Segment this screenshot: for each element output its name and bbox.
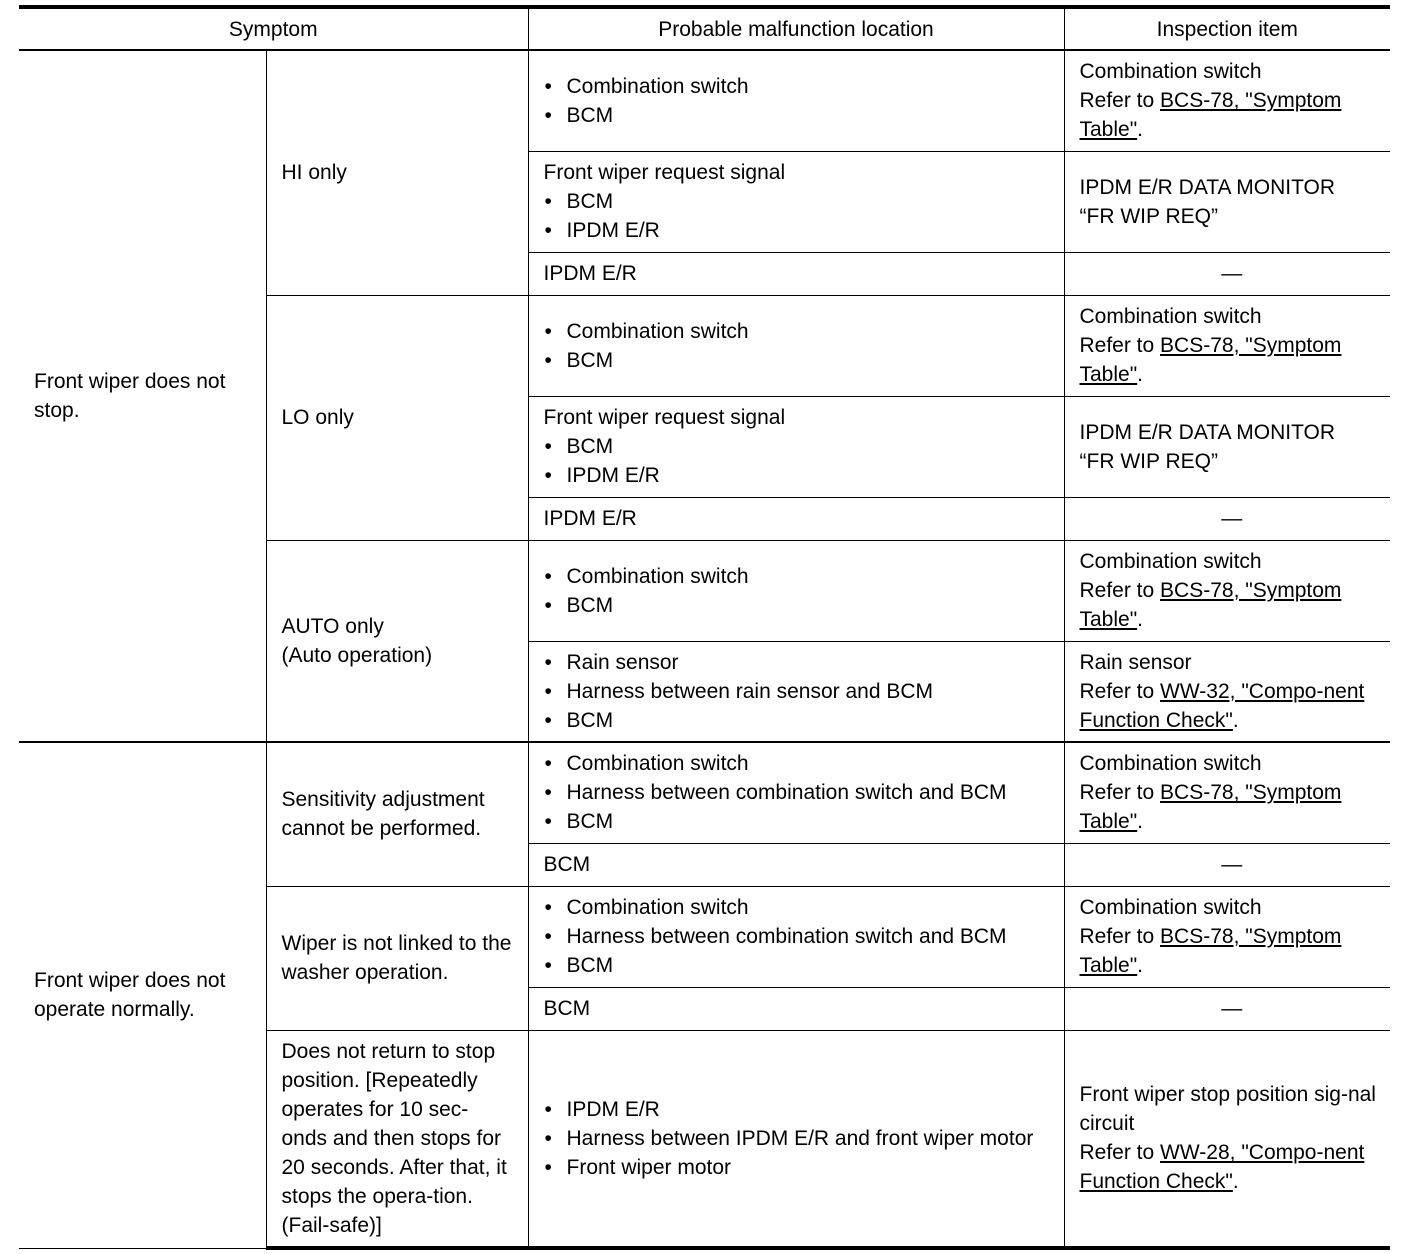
location-cell	[528, 50, 1064, 151]
inspection-cell	[1064, 50, 1390, 151]
list-item: • Combination switch	[544, 893, 1049, 922]
symptom-washer: Wiper is not linked to the washer operation.	[266, 886, 528, 1030]
location-heading: Front wiper request signal	[543, 406, 786, 429]
location-cell	[528, 151, 1064, 252]
dash-cell: —	[1064, 252, 1390, 295]
bcs-78-link[interactable]: BCS-78, "Symptom Table"	[1079, 579, 1342, 631]
bcs-78-link[interactable]: BCS-78, "Symptom Table"	[1079, 89, 1342, 142]
bcs-78-link[interactable]: BCS-78, "Symptom Table"	[1079, 334, 1342, 386]
auto-operation-label: (Auto operation)	[281, 644, 433, 667]
list-item: • BCM	[544, 187, 1049, 216]
list-item: • BCM	[544, 591, 1049, 620]
fr-wip-req: “FR WIP REQ”	[1079, 449, 1218, 473]
data-monitor: IPDM E/R DATA MONITOR	[1079, 175, 1336, 199]
location-cell: BCM	[528, 843, 1064, 886]
inspection-cell	[1064, 742, 1390, 843]
location-cell	[528, 742, 1064, 843]
refer-text: Refer to	[1079, 925, 1155, 948]
location-cell	[528, 540, 1064, 641]
inspection-cell	[1064, 641, 1390, 742]
refer-text: Refer to	[1079, 1141, 1155, 1165]
refer-text: Refer to	[1079, 781, 1155, 805]
list-item: • Combination switch	[544, 749, 1049, 778]
location-cell	[528, 1030, 1064, 1248]
symptom-lo-only: LO only	[266, 295, 528, 540]
refer-text: Refer to	[1079, 680, 1155, 703]
list-item: • Rain sensor	[544, 648, 1049, 677]
auto-only-label: AUTO only	[281, 615, 384, 638]
list-item: • BCM	[544, 951, 1049, 980]
list-item: • Front wiper motor	[544, 1153, 1049, 1182]
period: .	[1137, 810, 1144, 834]
list-item: • Harness between combination switch and BCM	[544, 922, 1049, 951]
list-item: • BCM	[544, 706, 1049, 735]
list-item: • IPDM E/R	[544, 216, 1049, 245]
location-heading: Front wiper request signal	[543, 161, 786, 184]
list-item: • Harness between rain sensor and BCM	[544, 677, 1049, 706]
list-item: • Harness between IPDM E/R and front wiper motor	[544, 1124, 1049, 1153]
list-item: • Combination switch	[544, 72, 1049, 101]
inspection-cell	[1064, 295, 1390, 396]
location-cell: BCM	[528, 987, 1064, 1030]
header-location: Probable malfunction location	[528, 7, 1064, 50]
list-item: • IPDM E/R	[544, 1095, 1049, 1124]
ww-32-link[interactable]: WW-32, "Compo-nent Function Check"	[1079, 680, 1365, 732]
list-item: • Combination switch	[544, 562, 1049, 591]
location-cell	[528, 886, 1064, 987]
period: .	[1137, 118, 1144, 142]
list-item: • Combination switch	[544, 317, 1049, 346]
symptom-sensitivity: Sensitivity adjustment cannot be performed.	[266, 742, 528, 886]
inspection-cell	[1064, 540, 1390, 641]
dash-cell: —	[1064, 987, 1390, 1030]
list-item: • BCM	[544, 432, 1049, 461]
inspection-title: Combination switch	[1079, 896, 1262, 919]
inspection-title: Combination switch	[1079, 60, 1262, 84]
bcs-78-link[interactable]: BCS-78, "Symptom Table"	[1079, 925, 1342, 977]
header-row	[19, 7, 1390, 50]
symptom-return-stop: Does not return to stop position. [Repeatedly operates for 10 sec-onds and then stops for 20 seconds. After that, it stops the opera-tion. (Fail-safe)]	[266, 1030, 528, 1248]
period: .	[1232, 709, 1239, 732]
data-monitor: IPDM E/R DATA MONITOR	[1079, 420, 1336, 444]
symptom-table	[19, 5, 1390, 1250]
inspection-title: Combination switch	[1079, 752, 1262, 776]
inspection-cell	[1064, 1030, 1390, 1248]
inspection-title: Front wiper stop position sig-nal circuit	[1079, 1083, 1376, 1136]
refer-text: Refer to	[1079, 579, 1155, 602]
list-item: • Harness between combination switch and BCM	[544, 778, 1049, 807]
location-cell	[528, 295, 1064, 396]
period: .	[1137, 363, 1144, 386]
dash-cell: —	[1064, 843, 1390, 886]
list-item: • IPDM E/R	[544, 461, 1049, 490]
fr-wip-req: “FR WIP REQ”	[1079, 204, 1218, 228]
table-row	[19, 50, 1390, 151]
symptom-group-stop: Front wiper does not stop.	[19, 50, 266, 742]
inspection-cell	[1064, 886, 1390, 987]
header-inspection: Inspection item	[1064, 7, 1390, 50]
bcs-78-link[interactable]: BCS-78, "Symptom Table"	[1079, 781, 1342, 834]
header-symptom: Symptom	[19, 7, 528, 50]
period: .	[1137, 608, 1144, 631]
list-item: • BCM	[544, 346, 1049, 375]
inspection-title: Combination switch	[1079, 305, 1262, 328]
location-cell	[528, 396, 1064, 497]
refer-text: Refer to	[1079, 334, 1155, 357]
refer-text: Refer to	[1079, 89, 1155, 113]
location-cell: IPDM E/R	[528, 252, 1064, 295]
inspection-cell	[1064, 396, 1390, 497]
symptom-group-normal: Front wiper does not operate normally.	[19, 742, 266, 1248]
inspection-title: Combination switch	[1079, 550, 1262, 573]
list-item: • BCM	[544, 101, 1049, 130]
table-row	[19, 742, 1390, 843]
list-item: • BCM	[544, 807, 1049, 836]
symptom-hi-only: HI only	[266, 50, 528, 295]
inspection-title: Rain sensor	[1079, 651, 1192, 674]
symptom-auto-only	[266, 540, 528, 742]
ww-28-link[interactable]: WW-28, "Compo-nent Function Check"	[1079, 1141, 1365, 1194]
dash-cell: —	[1064, 497, 1390, 540]
location-cell: IPDM E/R	[528, 497, 1064, 540]
location-cell	[528, 641, 1064, 742]
inspection-cell	[1064, 151, 1390, 252]
period: .	[1232, 1170, 1239, 1194]
period: .	[1137, 954, 1144, 977]
